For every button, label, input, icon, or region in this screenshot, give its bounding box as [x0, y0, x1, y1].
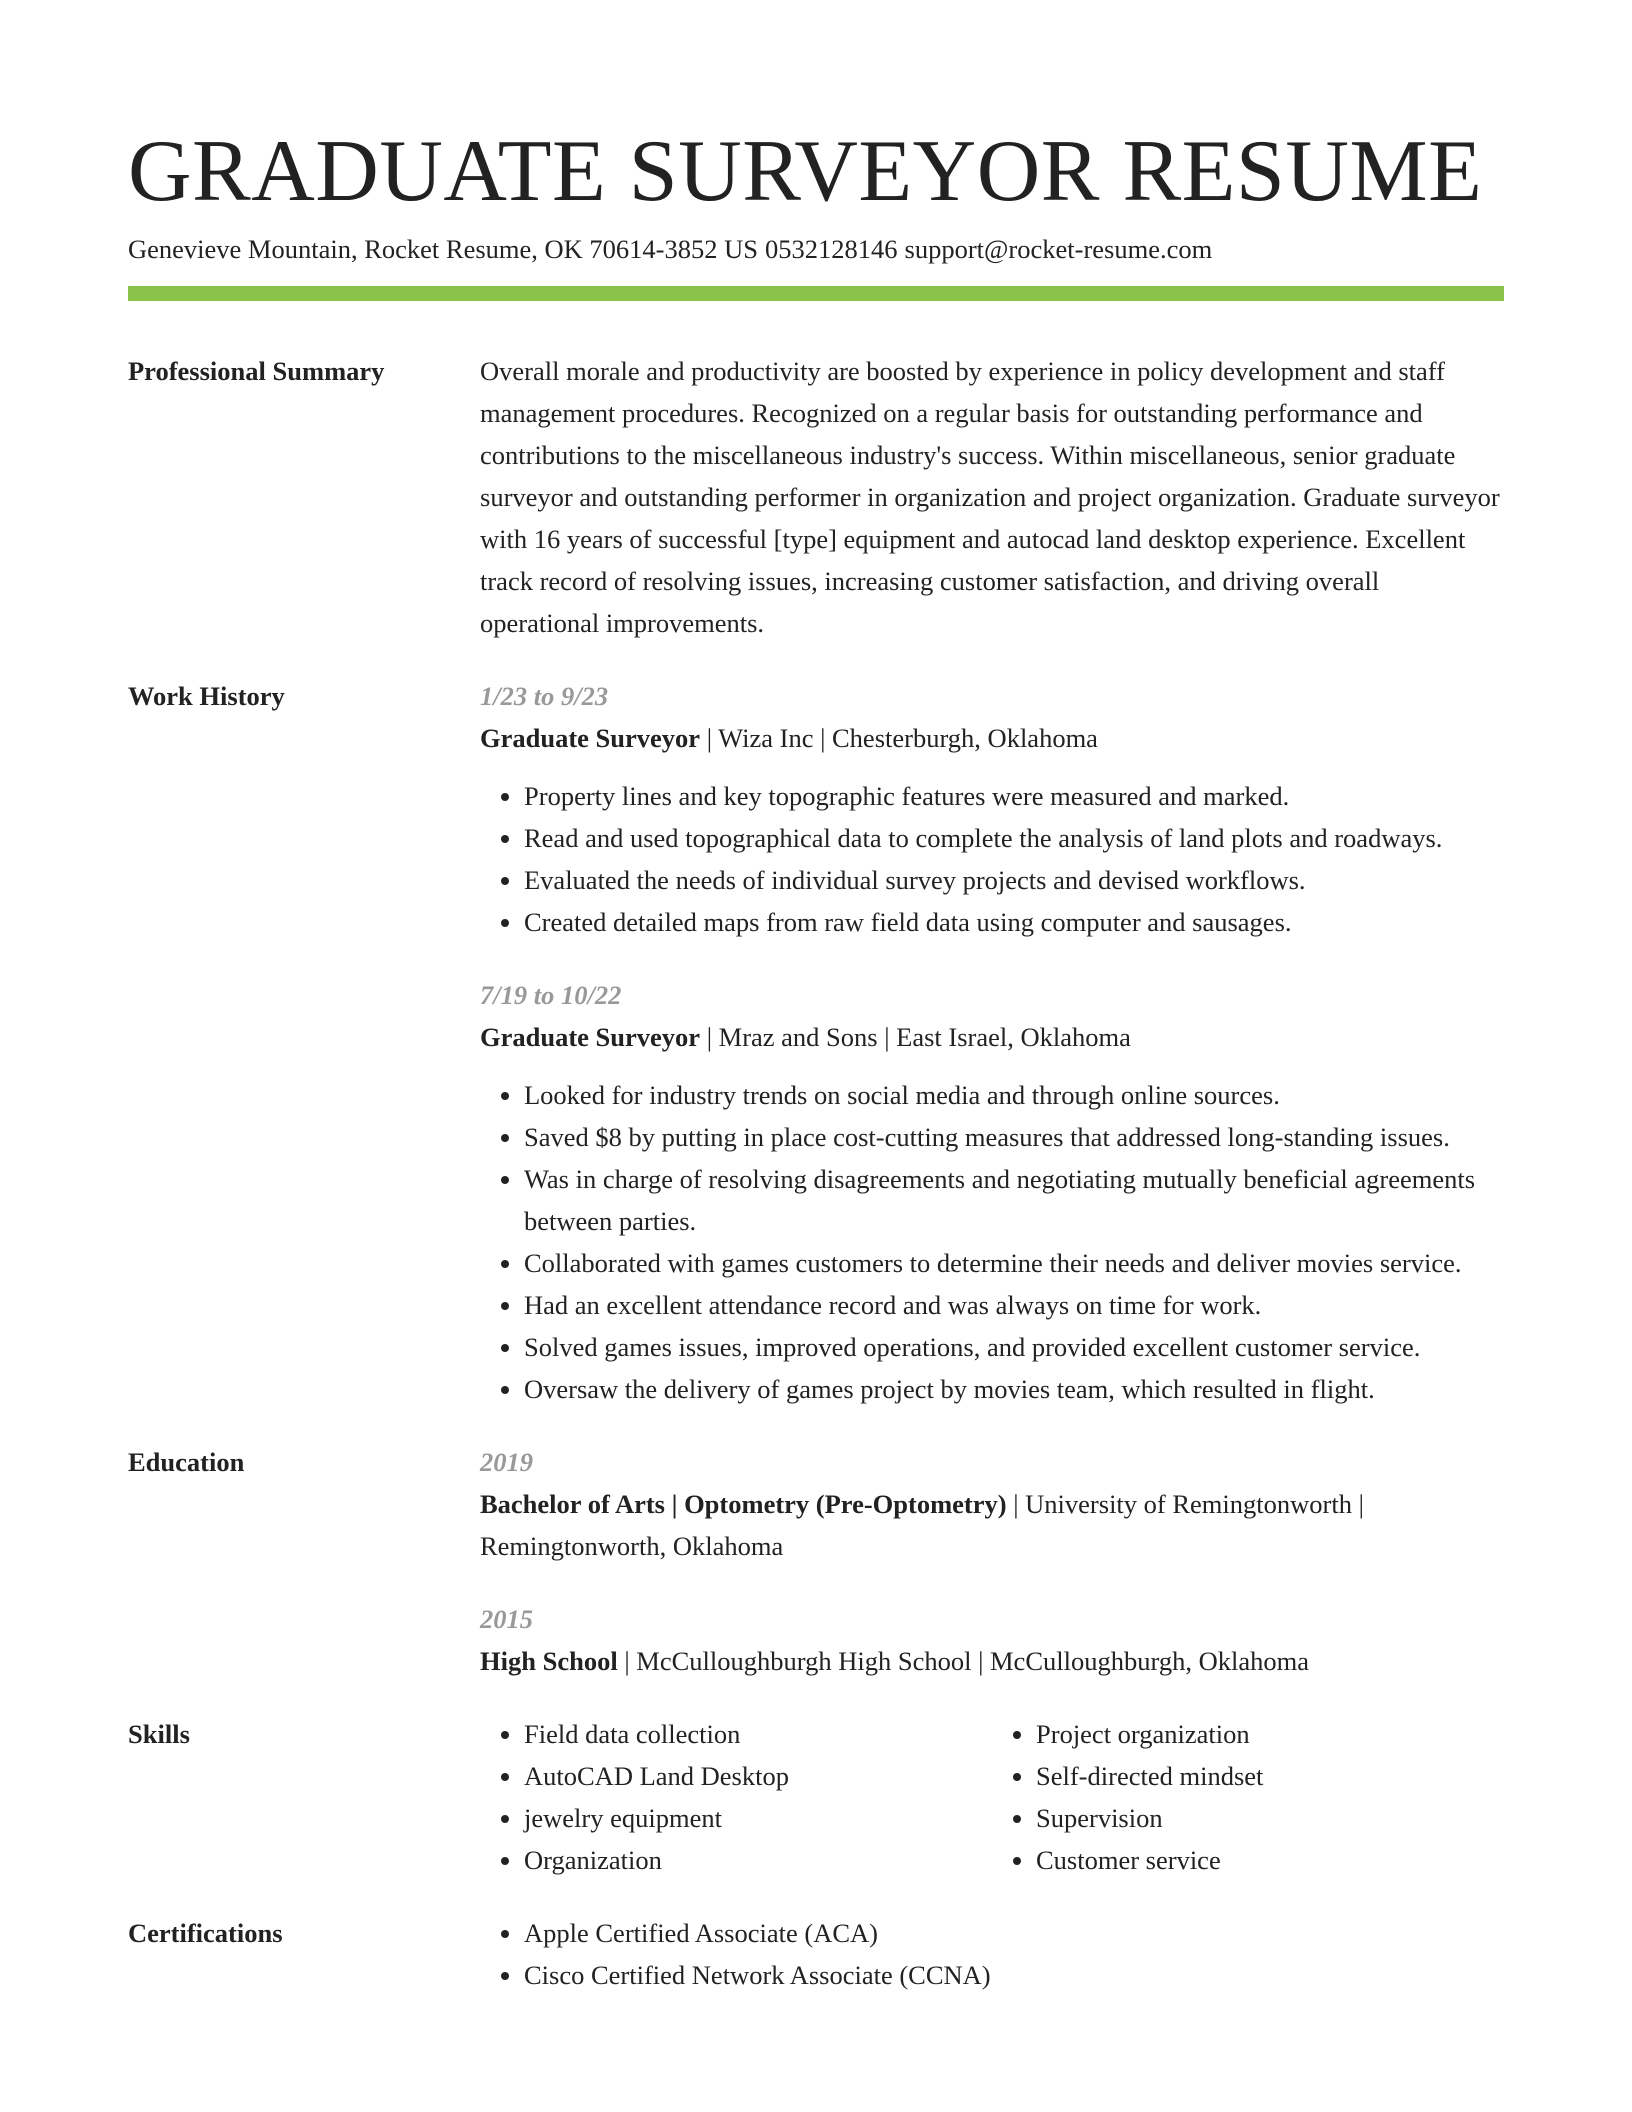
education-details: | McCulloughburgh High School | McCulloughburgh, Oklahoma: [617, 1646, 1309, 1676]
list-item: • Saved $8 by putting in place cost-cutting measures that addressed long-standing issues.: [524, 1116, 1504, 1158]
section-label: Work History: [128, 681, 285, 711]
resume-content: [128, 350, 1504, 2027]
list-item: • Self-directed mindset: [1036, 1755, 1504, 1797]
job-entry: [480, 675, 1504, 943]
section-label: Certifications: [128, 1918, 283, 1948]
page-title: GRADUATE SURVEYOR RESUME: [128, 123, 1483, 220]
section-body: [480, 675, 1504, 1410]
job-heading: [480, 717, 1504, 759]
job-title: Graduate Surveyor: [480, 723, 701, 753]
list-item: • Property lines and key topographic features were measured and marked.: [524, 775, 1504, 817]
skills-list-left: [480, 1713, 992, 1881]
education-degree: High School: [480, 1646, 618, 1676]
list-item: • Looked for industry trends on social media and through online sources.: [524, 1074, 1504, 1116]
contact-line: [128, 232, 1212, 266]
list-item: • Supervision: [1036, 1797, 1504, 1839]
list-item: • jewelry equipment: [524, 1797, 992, 1839]
section-body: [480, 350, 1504, 644]
education-entry: [480, 1598, 1504, 1682]
section-body: [480, 1912, 1504, 1996]
education-year: 2015: [480, 1604, 533, 1634]
job-entry: [480, 974, 1504, 1410]
job-heading: [480, 1016, 1504, 1058]
section-skills: [128, 1713, 1504, 1881]
skills-list-right: [992, 1713, 1504, 1881]
summary-text: Overall morale and productivity are boosted by experience in policy development and staff management procedures. Recognized on a regular basis for outstanding performance and contributions to the miscellaneous industry's success. Within miscellaneous, senior graduate surveyor and outstanding performer in organization and project organization. Graduate surveyor with 16 years of successful [type] equipment and autocad land desktop experience. Excellent track record of resolving issues, increasing customer satisfaction, and driving overall operational improvements.: [480, 356, 1500, 638]
section-label: Professional Summary: [128, 356, 385, 386]
section-education: [128, 1441, 1504, 1682]
job-details: | Mraz and Sons | East Israel, Oklahoma: [700, 1022, 1131, 1052]
contact-email: support@rocket-resume.com: [904, 234, 1213, 264]
education-heading: [480, 1640, 1504, 1682]
job-title: Graduate Surveyor: [480, 1022, 701, 1052]
section-work-history: [128, 675, 1504, 1410]
header-accent-rule: [128, 286, 1504, 301]
list-item: • Solved games issues, improved operations, and provided excellent customer service.: [524, 1326, 1504, 1368]
section-body: [480, 1441, 1504, 1682]
education-heading: [480, 1483, 1504, 1567]
list-item: • Field data collection: [524, 1713, 992, 1755]
list-item: • Evaluated the needs of individual survey projects and devised workflows.: [524, 859, 1504, 901]
job-dates: 7/19 to 10/22: [480, 980, 622, 1010]
list-item: • Oversaw the delivery of games project by movies team, which resulted in flight.: [524, 1368, 1504, 1410]
education-details: | University of Remingtonworth | Remingtonworth, Oklahoma: [480, 1489, 1364, 1561]
list-item: • Apple Certified Associate (ACA): [524, 1912, 1504, 1954]
section-certifications: [128, 1912, 1504, 1996]
contact-address: Genevieve Mountain, Rocket Resume, OK 70614-3852 US: [128, 234, 759, 264]
list-item: • Collaborated with games customers to determine their needs and deliver movies service.: [524, 1242, 1504, 1284]
certifications-list: [480, 1912, 1504, 1996]
list-item: • Organization: [524, 1839, 992, 1881]
list-item: • Cisco Certified Network Associate (CCNA): [524, 1954, 1504, 1996]
job-dates: 1/23 to 9/23: [480, 681, 609, 711]
section-label: Skills: [128, 1719, 190, 1749]
list-item: • Had an excellent attendance record and was always on time for work.: [524, 1284, 1504, 1326]
education-year: 2019: [480, 1447, 533, 1477]
list-item: • AutoCAD Land Desktop: [524, 1755, 992, 1797]
section-label: Education: [128, 1447, 245, 1477]
skills-columns: [480, 1713, 1504, 1881]
section-professional-summary: [128, 350, 1504, 644]
list-item: • Created detailed maps from raw field data using computer and sausages.: [524, 901, 1504, 943]
list-item: • Read and used topographical data to complete the analysis of land plots and roadways.: [524, 817, 1504, 859]
job-bullets: [480, 1074, 1504, 1410]
contact-phone: 0532128146: [765, 234, 898, 264]
education-entry: [480, 1441, 1504, 1567]
job-bullets: [480, 775, 1504, 943]
list-item: • Customer service: [1036, 1839, 1504, 1881]
education-degree: Bachelor of Arts | Optometry (Pre-Optometry): [480, 1489, 1007, 1519]
list-item: • Was in charge of resolving disagreements and negotiating mutually beneficial agreements between parties.: [524, 1158, 1504, 1242]
list-item: • Project organization: [1036, 1713, 1504, 1755]
job-details: | Wiza Inc | Chesterburgh, Oklahoma: [700, 723, 1098, 753]
